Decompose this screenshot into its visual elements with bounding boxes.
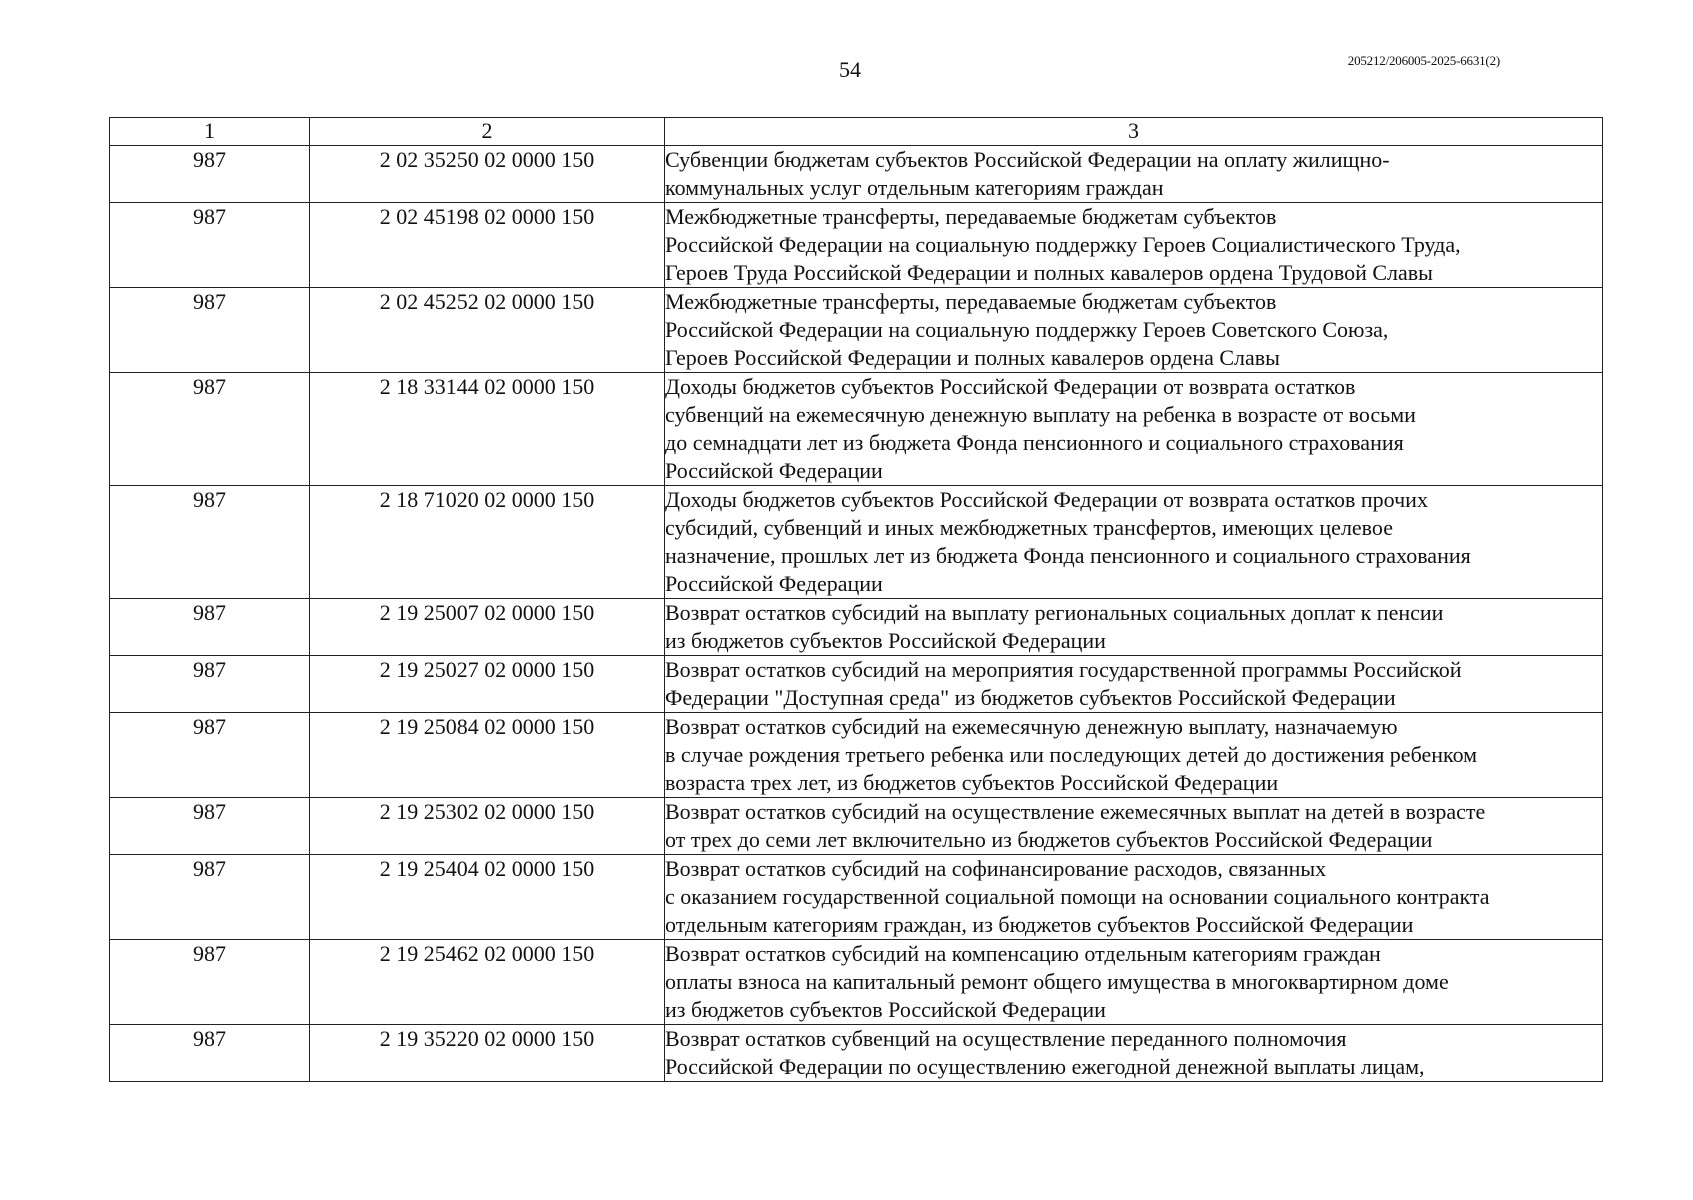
income-code-cell: 2 18 71020 02 0000 150 [310,486,665,599]
income-code-cell: 2 02 45198 02 0000 150 [310,203,665,288]
description-line: Российской Федерации по осуществлению ежегодной денежной выплаты лицам, [665,1054,1425,1079]
admin-code-cell: 987 [110,656,310,713]
table-row [110,798,1603,855]
description-line: Возврат остатков субсидий на осуществление ежемесячных выплат на детей в возрасте [665,799,1486,824]
description-cell [665,798,1603,855]
description-cell [665,373,1603,486]
description-line: Возврат остатков субсидий на софинансирование расходов, связанных [665,856,1327,881]
description-line: субсидий, субвенций и иных межбюджетных трансфертов, имеющих целевое [665,515,1393,540]
admin-code-cell: 987 [110,599,310,656]
income-code-cell: 2 19 25462 02 0000 150 [310,940,665,1025]
table-row [110,599,1603,656]
table-row [110,486,1603,599]
admin-code-cell: 987 [110,855,310,940]
description-cell [665,146,1603,203]
description-line: Российской Федерации [665,458,883,483]
description-line: до семнадцати лет из бюджета Фонда пенсионного и социального страхования [665,430,1404,455]
description-cell [665,940,1603,1025]
admin-code-cell: 987 [110,713,310,798]
description-line: из бюджетов субъектов Российской Федерации [665,628,1106,653]
description-line: Возврат остатков субвенций на осуществление переданного полномочия [665,1026,1347,1051]
table-row [110,713,1603,798]
description-line: отдельным категориям граждан, из бюджетов субъектов Российской Федерации [665,912,1414,937]
admin-code-cell: 987 [110,203,310,288]
description-line: Межбюджетные трансферты, передаваемые бюджетам субъектов [665,289,1277,314]
description-line: Доходы бюджетов субъектов Российской Федерации от возврата остатков прочих [665,487,1428,512]
admin-code-cell: 987 [110,146,310,203]
admin-code-cell: 987 [110,940,310,1025]
description-line: из бюджетов субъектов Российской Федерации [665,997,1106,1022]
description-line: в случае рождения третьего ребенка или последующих детей до достижения ребенком [665,742,1478,767]
description-cell [665,486,1603,599]
table-header-row [110,118,1603,146]
income-code-cell: 2 19 25027 02 0000 150 [310,656,665,713]
table-row [110,656,1603,713]
table-body [110,146,1603,1082]
description-line: Героев Российской Федерации и полных кавалеров ордена Славы [665,345,1280,370]
description-line: Возврат остатков субсидий на выплату региональных социальных доплат к пенсии [665,600,1444,625]
description-cell [665,599,1603,656]
table-row [110,146,1603,203]
income-code-cell: 2 19 25007 02 0000 150 [310,599,665,656]
column-header-1: 1 [110,118,310,146]
income-code-cell: 2 02 35250 02 0000 150 [310,146,665,203]
income-code-cell: 2 18 33144 02 0000 150 [310,373,665,486]
income-code-cell: 2 19 25302 02 0000 150 [310,798,665,855]
description-line: субвенций на ежемесячную денежную выплату на ребенка в возрасте от восьми [665,402,1416,427]
description-line: Межбюджетные трансферты, передаваемые бюджетам субъектов [665,204,1277,229]
description-line: Российской Федерации на социальную поддержку Героев Советского Союза, [665,317,1389,342]
description-line: Героев Труда Российской Федерации и полных кавалеров ордена Трудовой Славы [665,260,1433,285]
table-row [110,203,1603,288]
table-row [110,1025,1603,1082]
column-header-2: 2 [310,118,665,146]
description-cell [665,855,1603,940]
description-cell [665,203,1603,288]
description-line: Российской Федерации [665,571,883,596]
description-line: Субвенции бюджетам субъектов Российской Федерации на оплату жилищно- [665,147,1390,172]
page-number: 54 [839,57,861,82]
description-line: оплаты взноса на капитальный ремонт общего имущества в многоквартирном доме [665,969,1449,994]
income-code-cell: 2 19 35220 02 0000 150 [310,1025,665,1082]
table-row [110,373,1603,486]
admin-code-cell: 987 [110,486,310,599]
description-line: Доходы бюджетов субъектов Российской Федерации от возврата остатков [665,374,1356,399]
description-line: Федерации "Доступная среда" из бюджетов субъектов Российской Федерации [665,685,1396,710]
description-line: возраста трех лет, из бюджетов субъектов Российской Федерации [665,770,1279,795]
description-line: от трех до семи лет включительно из бюджетов субъектов Российской Федерации [665,827,1433,852]
table-row [110,288,1603,373]
description-line: коммунальных услуг отдельным категориям граждан [665,175,1164,200]
description-cell [665,713,1603,798]
document-id: 205212/206005-2025-6631(2) [1347,53,1500,68]
admin-code-cell: 987 [110,798,310,855]
description-line: Возврат остатков субсидий на компенсацию отдельным категориям граждан [665,941,1381,966]
admin-code-cell: 987 [110,1025,310,1082]
column-header-3: 3 [665,118,1603,146]
income-code-cell: 2 02 45252 02 0000 150 [310,288,665,373]
income-code-cell: 2 19 25404 02 0000 150 [310,855,665,940]
description-line: Российской Федерации на социальную поддержку Героев Социалистического Труда, [665,232,1461,257]
table-row [110,940,1603,1025]
table-row [110,855,1603,940]
description-cell [665,1025,1603,1082]
income-code-cell: 2 19 25084 02 0000 150 [310,713,665,798]
description-line: назначение, прошлых лет из бюджета Фонда пенсионного и социального страхования [665,543,1471,568]
admin-code-cell: 987 [110,373,310,486]
budget-code-table [109,117,1603,1082]
description-cell [665,656,1603,713]
description-line: Возврат остатков субсидий на ежемесячную денежную выплату, назначаемую [665,714,1398,739]
description-cell [665,288,1603,373]
admin-code-cell: 987 [110,288,310,373]
description-line: с оказанием государственной социальной помощи на основании социального контракта [665,884,1490,909]
description-line: Возврат остатков субсидий на мероприятия государственной программы Российской [665,657,1462,682]
